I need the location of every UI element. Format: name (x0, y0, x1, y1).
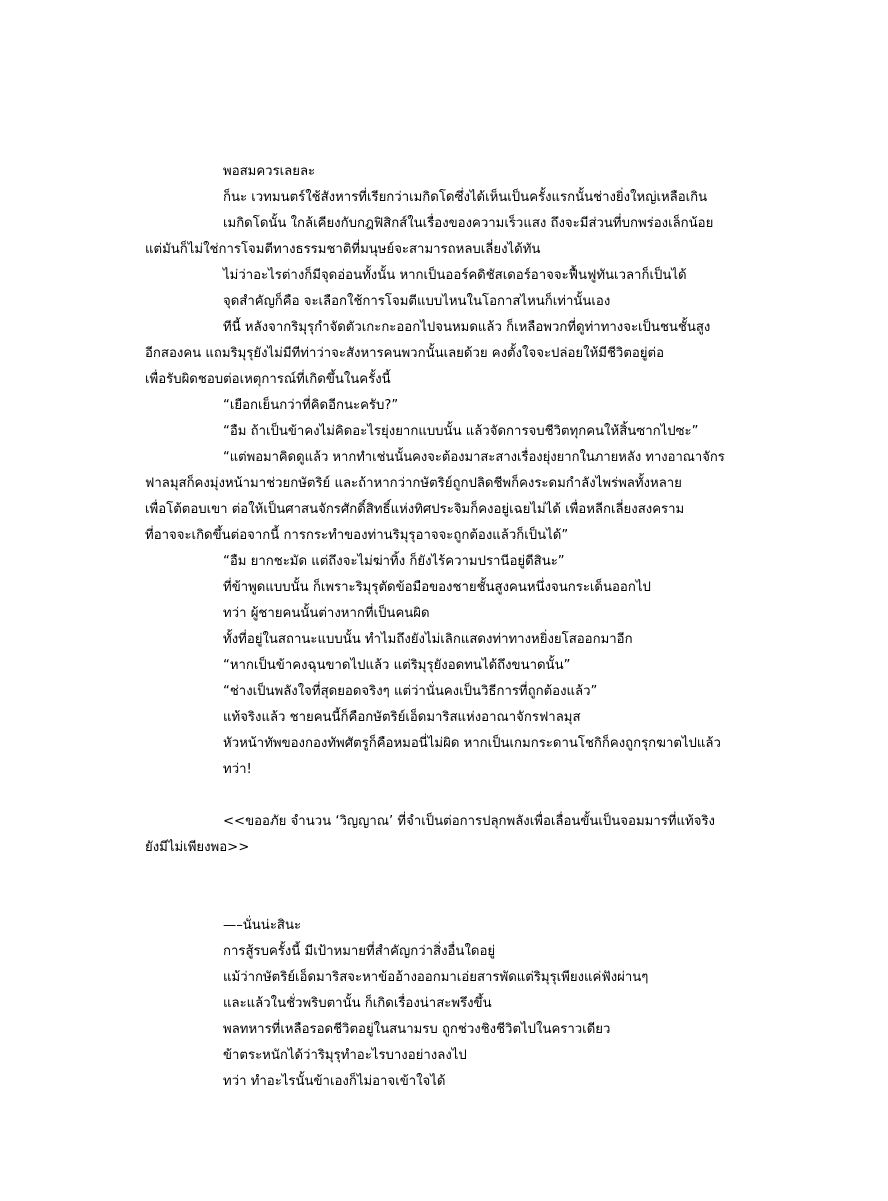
text-line: ไม่ว่าอะไรต่างก็มีจุดอ่อนทั้งนั้น หากเป็นออร์คดิชัสเดอร์อาจจะฟื้นฟูทันเวลาก็เป็นได้ (223, 268, 687, 283)
text-line: ทีนี้ หลังจากริมุรุกำจัดตัวเกะกะออกไปจนหมดแล้ว ก็เหลือพวกที่ดูท่าทางจะเป็นชนชั้นสูง (223, 320, 711, 335)
text-line: เมกิดโดนั้น ใกล้เคียงกับกฎฟิสิกส์ในเรื่องของความเร็วแสง ถึงจะมีส่วนที่บกพร่องเล็กน้อย (223, 216, 714, 231)
text-line: ยังมีไม่เพียงพอ>> (145, 840, 250, 855)
text-line: ที่อาจจะเกิดขึ้นต่อจากนี้ การกระทำของท่านริมุรุอาจจะถูกต้องแล้วก็เป็นได้” (145, 528, 569, 543)
text-line: ข้าตระหนักได้ว่าริมุรุทำอะไรบางอย่างลงไป (223, 1048, 467, 1063)
text-line: อีกสองคน แถมริมุรุยังไม่มีทีท่าว่าจะสังหารคนพวกนั้นเลยด้วย คงตั้งใจจะปล่อยให้มีชีวิตอยู่ต่อ (145, 346, 665, 361)
text-line: “แต่พอมาคิดดูแล้ว หากทำเช่นนั้นคงจะต้องมาสะสางเรื่องยุ่งยากในภายหลัง ทางอาณาจักร (223, 450, 725, 465)
text-line: ที่ข้าพูดแบบนั้น ก็เพราะริมุรุตัดข้อมือของชายชั้นสูงคนหนึ่งจนกระเด็นออกไป (223, 580, 651, 595)
text-line: ฟาลมุสก็คงมุ่งหน้ามาช่วยกษัตริย์ และถ้าหากว่ากษัตริย์ถูกปลิดชีพก็คงระดมกำลังไพร่พลทั้งหลาย (145, 476, 682, 491)
text-line: แท้จริงแล้ว ชายคนนี้ก็คือกษัตริย์เอ็ดมาริสแห่งอาณาจักรฟาลมุส (223, 710, 581, 725)
text-line: ก็นะ เวทมนตร์ใช้สังหารที่เรียกว่าเมกิดโดซึ่งได้เห็นเป็นครั้งแรกนั้นช่างยิ่งใหญ่เหลือเกิน (223, 190, 708, 205)
blank-line (145, 861, 725, 887)
text-line: “เยือกเย็นกว่าที่คิดอีกนะครับ?” (223, 398, 399, 413)
text-line: และแล้วในชั่วพริบตานั้น ก็เกิดเรื่องน่าสะพรึงขึ้น (223, 996, 492, 1011)
text-line: จุดสำคัญก็คือ จะเลือกใช้การโจมตีแบบไหนในโอกาสไหนก็เท่านั้นเอง (223, 294, 611, 309)
text-line: พลทหารที่เหลือรอดชีวิตอยู่ในสนามรบ ถูกช่วงชิงชีวิตไปในคราวเดียว (223, 1022, 611, 1037)
document-page (145, 159, 725, 1095)
text-line: “อืม ยากชะมัด แต่ถึงจะไม่ฆ่าทิ้ง ก็ยังไร้ความปรานีอยู่ดีสินะ” (223, 554, 565, 569)
text-line: แม้ว่ากษัตริย์เอ็ดมาริสจะหาข้ออ้างออกมาเอ่ยสารพัดแต่ริมุรุเพียงแค่ฟังผ่านๆ (223, 970, 649, 985)
text-line: เพื่อโต้ตอบเขา ต่อให้เป็นศาสนจักรศักดิ์สิทธิ์แห่งทิศประจิมก็คงอยู่เฉยไม่ได้ เพื่อหลีกเลี่ยงสงคราม (145, 502, 685, 517)
blank-line (145, 783, 725, 809)
text-line: ทว่า ผู้ชายคนนั้นต่างหากที่เป็นคนผิด (223, 606, 430, 621)
text-line: ทว่า ทำอะไรนั้นข้าเองก็ไม่อาจเข้าใจได้ (223, 1074, 446, 1089)
text-line: การสู้รบครั้งนี้ มีเป้าหมายที่สำคัญกว่าสิ่งอื่นใดอยู่ (223, 944, 496, 959)
text-line: พอสมควรเลยละ (223, 164, 316, 179)
text-line: เพื่อรับผิดชอบต่อเหตุการณ์ที่เกิดขึ้นในครั้งนี้ (145, 372, 391, 387)
text-line: ทั้งที่อยู่ในสถานะแบบนั้น ทำไมถึงยังไม่เลิกแสดงท่าทางหยิ่งยโสออกมาอีก (223, 632, 633, 647)
text-line: แต่มันก็ไม่ใช่การโจมตีทางธรรมชาติที่มนุษย์จะสามารถหลบเลี่ยงได้ทัน (145, 242, 541, 257)
text-line: หัวหน้าทัพของกองทัพศัตรูก็คือหมอนี่ไม่ผิด หากเป็นเกมกระดานโชกิก็คงถูกรุกฆาตไปแล้ว (223, 736, 721, 751)
text-line: “ช่างเป็นพลังใจที่สุดยอดจริงๆ แต่ว่านั่นคงเป็นวิธีการที่ถูกต้องแล้ว” (223, 684, 598, 699)
text-line: “หากเป็นข้าคงฉุนขาดไปแล้ว แต่ริมุรุยังอดทนได้ถึงขนาดนั้น” (223, 658, 571, 673)
text-line: —–นั่นน่ะสินะ (223, 918, 302, 933)
text-line: “อืม ถ้าเป็นข้าคงไม่คิดอะไรยุ่งยากแบบนั้น แล้วจัดการจบชีวิตทุกคนให้สิ้นซากไปซะ” (223, 424, 699, 439)
text-line: <<ขออภัย จำนวน ‘วิญญาณ’ ที่จำเป็นต่อการปลุกพลังเพื่อเลื่อนขั้นเป็นจอมมารที่แท้จริง (223, 814, 715, 829)
text-line: ทว่า! (223, 762, 252, 777)
blank-line (145, 887, 725, 913)
